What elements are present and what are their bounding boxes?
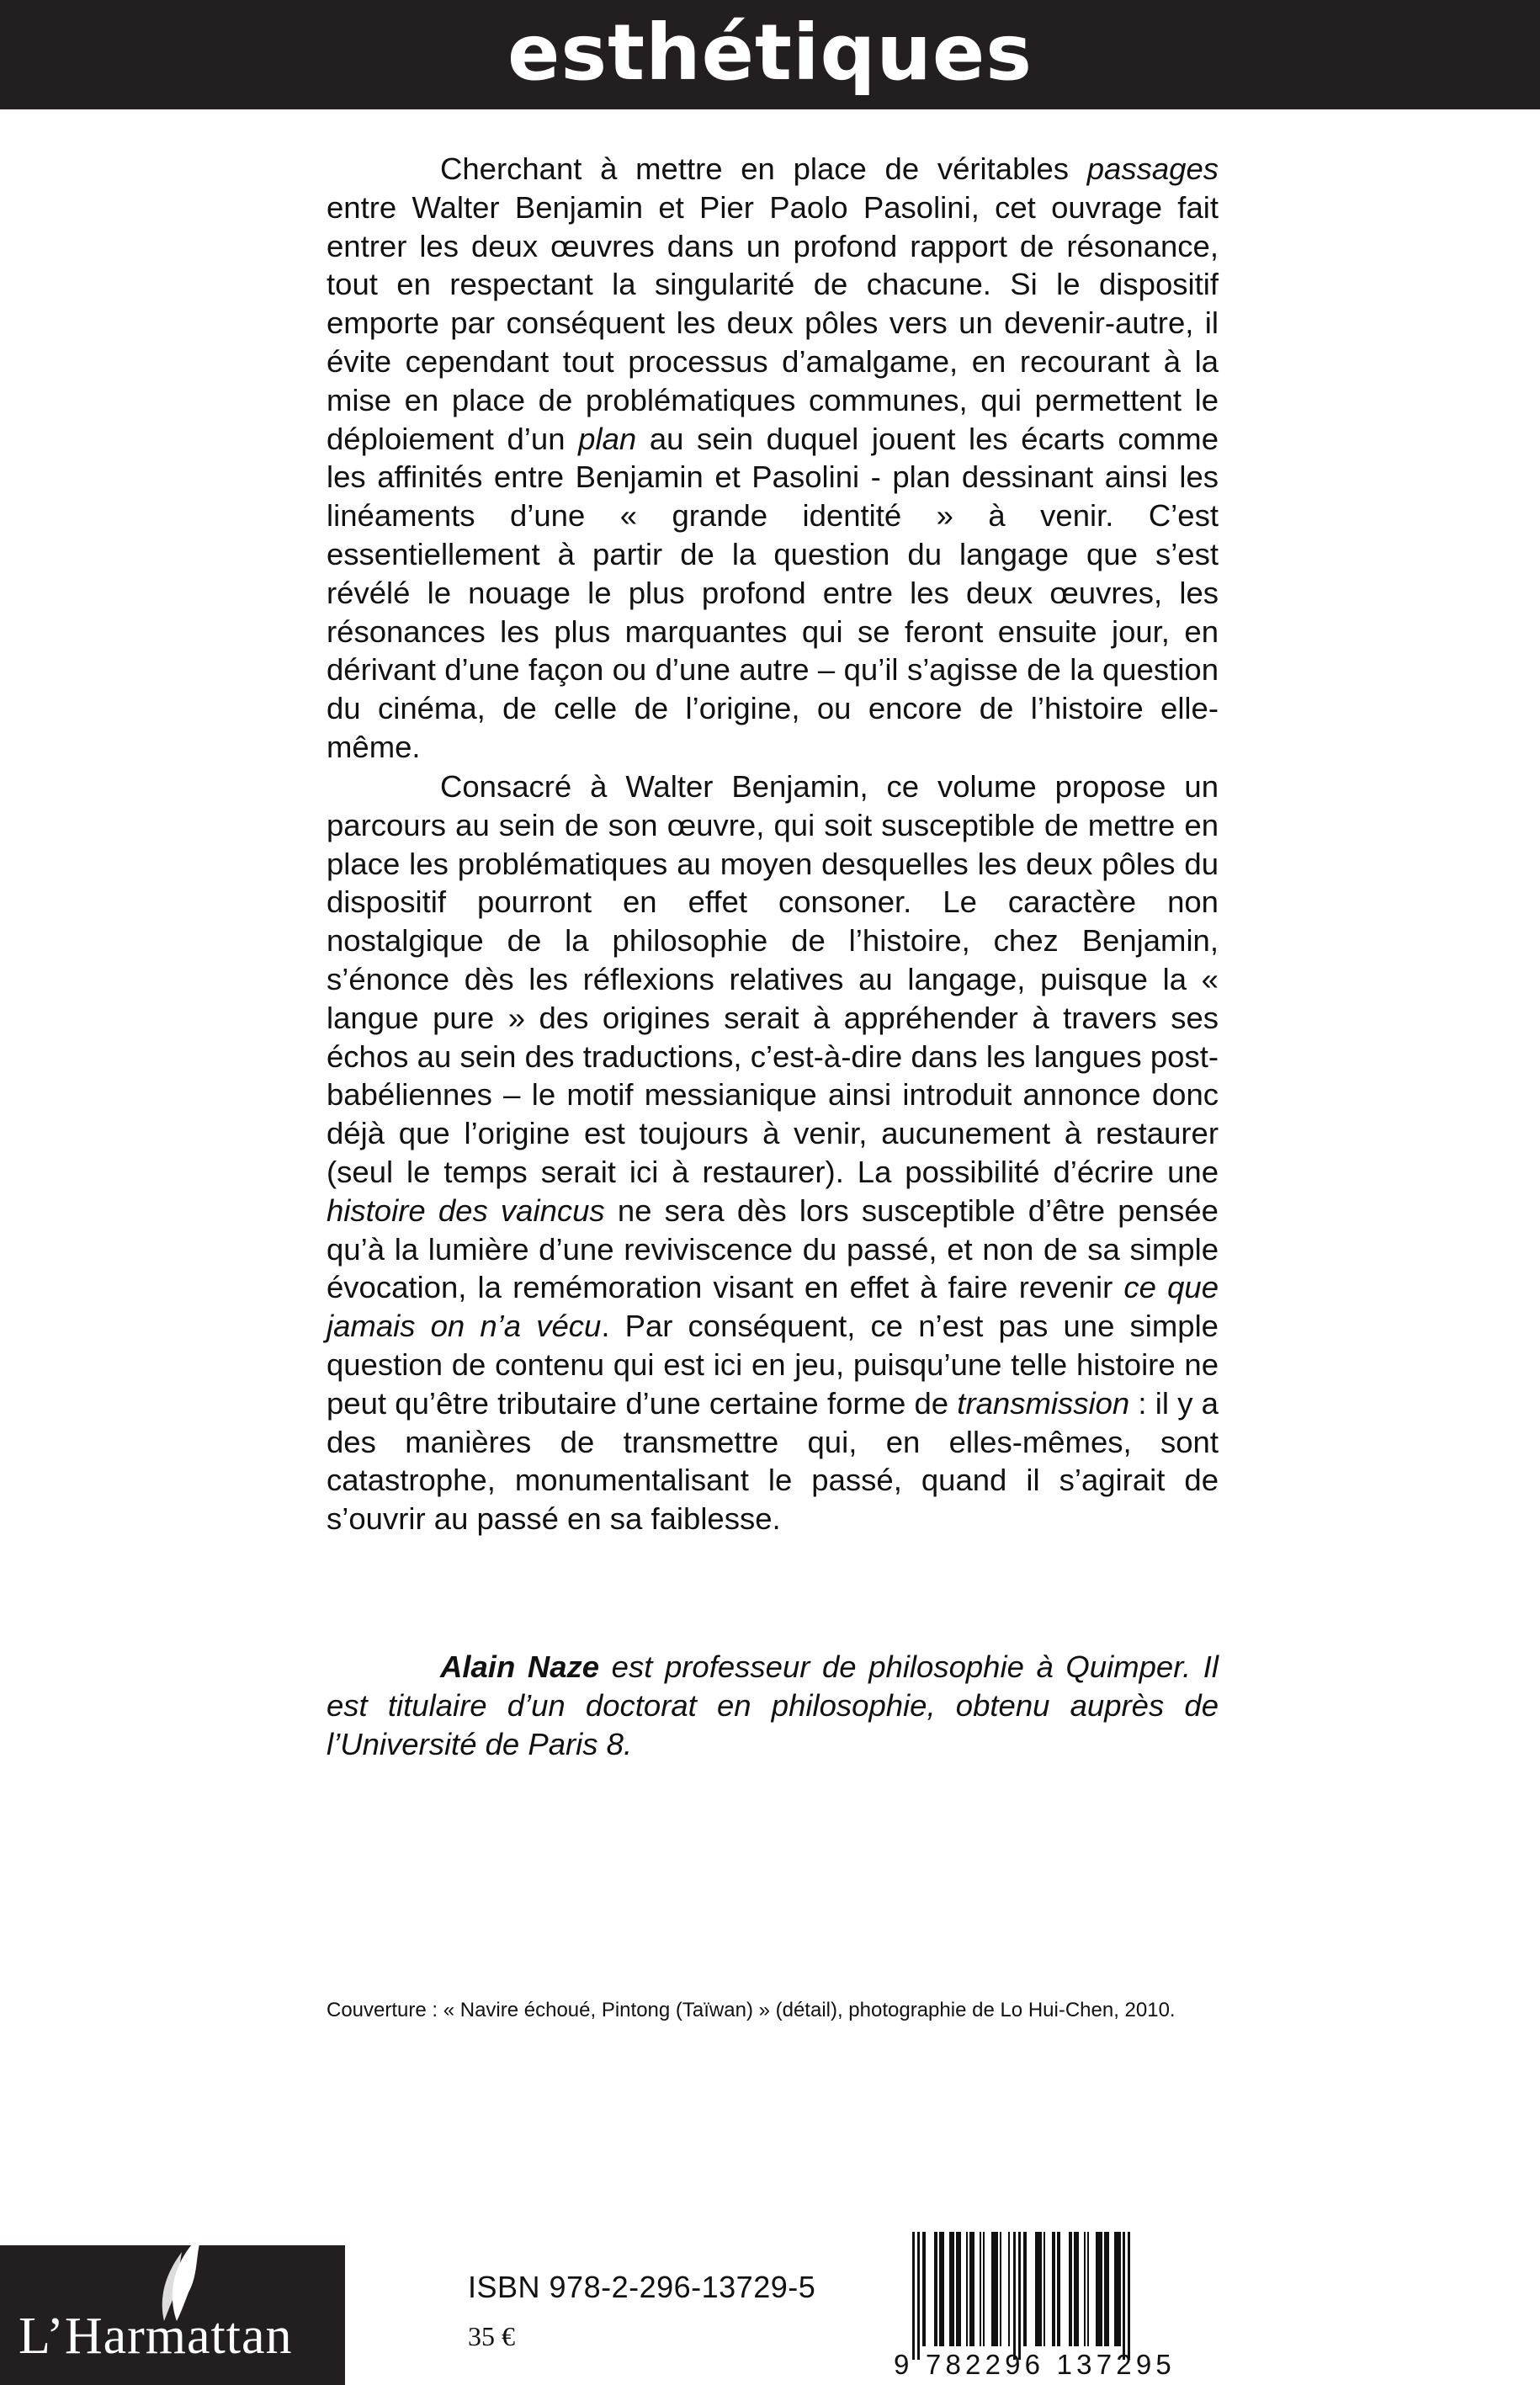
publisher-logo-text: L’Harmattan [19,2308,293,2365]
isbn: ISBN 978-2-296-13729-5 [468,2270,816,2304]
price: 35 € [468,2321,515,2351]
summary-paragraph-1 [327,150,1219,767]
author-name: Alain Naze [440,1649,600,1684]
summary-paragraph-2 [327,768,1219,1538]
author-bio [327,1648,1219,1763]
author-bio-text: est professeur de philosophie à Quimper. Il est titulaire d’un doctorat en philosophie, obtenu auprès de l’Université de Paris 8. [327,1649,1219,1761]
paragraph-text: Consacré à Walter Benjamin, ce volume propose un parcours au sein de son œuvre, qui soit susceptible de mettre en place les problématiques au moyen desquelles les deux pôles du dispositif pourront en effet consoner. Le caractère non nostalgique de la philosophie de l’histoire, chez Benjamin, s’énonce dès les réflexions relatives au langage, puisque la « langue pure » des origines serait à appréhender à travers ses échos au sein des traductions, c’est-à-dire dans les langues post-babéliennes – le motif messianique ainsi introduit annonce donc déjà que l’origine est toujours à venir, aucunement à restaurer (seul le temps serait ici à restaurer). La possibilité d’écrire une histoire des vaincus ne sera dès lors susceptible d’être pensée qu’à la lumière d’une reviviscence du passé, et non de sa simple évocation, la remémoration visant en effet à faire revenir ce que jamais on n’a vécu. Par conséquent, ce n’est pas une simple question de contenu qui est ici en jeu, puisqu’une telle histoire ne peut qu’être tributaire d’une certaine forme de transmission : il y a des manières de transmettre qui, en elles-mêmes, sont catastrophe, monumentalisant le passé, quand il s’agirait de s’ouvrir au passé en sa faiblesse. [327,769,1219,1537]
cover-credit: Couverture : « Navire échoué, Pintong (Taïwan) » (détail), photographie de Lo Hui-Chen, 2010. [327,1999,1176,2021]
series-title: esthétiques [507,8,1033,98]
paragraph-text: Cherchant à mettre en place de véritables passages entre Walter Benjamin et Pier Paolo Pasolini, cet ouvrage fait entrer les deux œuvres dans un profond rapport de résonance, tout en respectant la singularité de chacune. Si le dispositif emporte par conséquent les deux pôles vers un devenir-autre, il évite cependant tout processus d’amalgame, en recourant à la mise en place de problématiques communes, qui permettent le déploiement d’un plan au sein duquel jouent les écarts comme les affinités entre Benjamin et Pasolini - plan dessinant ainsi les linéaments d’une « grande identité » à venir. C’est essentiellement à partir de la question du langage que s’est révélé le nouage le plus profond entre les deux œuvres, les résonances les plus marquantes qui se feront ensuite jour, en dérivant d’une façon ou d’une autre – qu’il s’agisse de la question du cinéma, de celle de l’origine, ou encore de l’histoire elle-même. [327,151,1219,764]
barcode [907,2232,1176,2360]
barcode-number: 9 782296 137295 [894,2349,1176,2380]
